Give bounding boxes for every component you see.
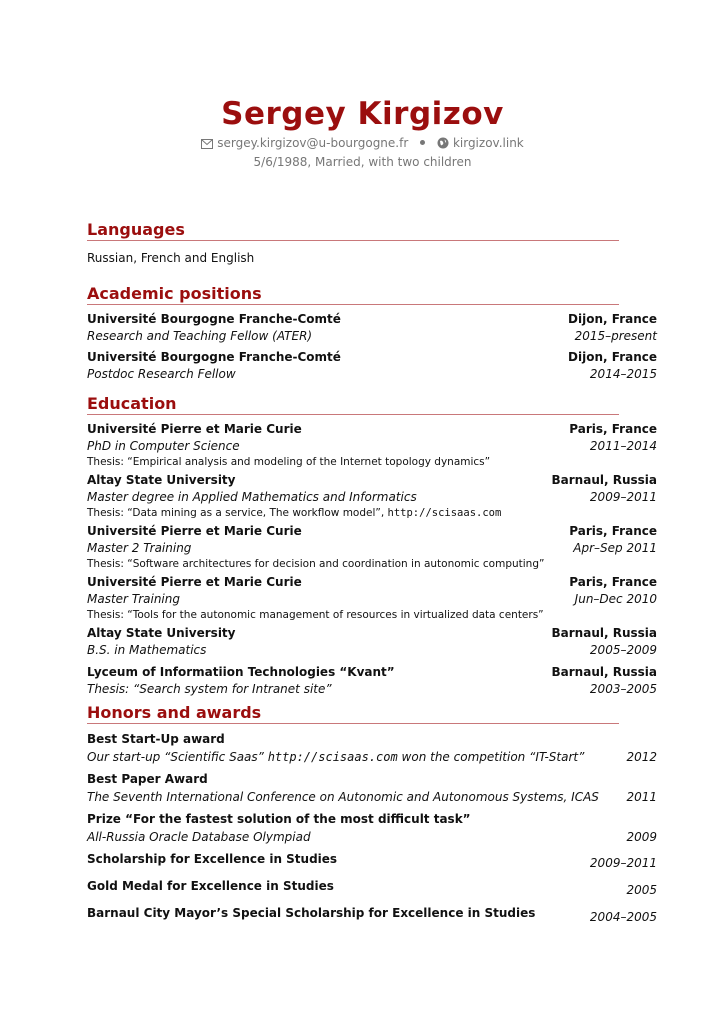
- education-entry: [87, 472, 657, 520]
- honors-list: [87, 730, 657, 926]
- thesis-text: Thesis: “Software architectures for decision and coordination in autonomic computing”: [87, 558, 545, 570]
- award-entry: [87, 730, 657, 766]
- award-year: 2009: [626, 830, 657, 844]
- award-title-row: [87, 904, 657, 926]
- institution: Université Pierre et Marie Curie: [87, 575, 302, 589]
- description-text: won the competition “IT-Start”: [397, 750, 585, 764]
- education-entry: [87, 574, 657, 622]
- award-description: [87, 748, 584, 766]
- description-text: Our start-up “Scientific Saas”: [87, 750, 268, 764]
- section-title: Honors and awards: [87, 703, 619, 724]
- award-name: Prize “For the fastest solution of the most difficult task”: [87, 812, 471, 826]
- website-link[interactable]: kirgizov.link: [452, 136, 524, 150]
- institution: Lyceum of Informatiion Technologies “Kvant”: [87, 665, 395, 679]
- honors-section: [87, 703, 657, 931]
- location: Barnaul, Russia: [551, 473, 657, 487]
- thesis-line: [87, 608, 657, 622]
- academic-list: [87, 311, 657, 383]
- award-year: 2012: [626, 750, 657, 764]
- award-entry: [87, 770, 657, 806]
- thesis-text: Thesis: “Data mining as a service, The workflow model”,: [87, 507, 388, 519]
- award-entry: [87, 810, 657, 846]
- award-entry: [87, 850, 657, 872]
- thesis-line: [87, 557, 657, 571]
- award-name: Gold Medal for Excellence in Studies: [87, 879, 334, 893]
- globe-icon: [437, 136, 449, 154]
- award-year: 2009–2011: [589, 856, 657, 870]
- degree: Thesis: “Search system for Intranet site”: [87, 682, 332, 696]
- separator-dot: [420, 140, 425, 145]
- institution: Altay State University: [87, 473, 236, 487]
- entry-detail-row: [87, 489, 657, 506]
- location: Paris, France: [569, 422, 657, 436]
- entry-header-row: [87, 421, 657, 438]
- dates: 2011–2014: [589, 439, 657, 453]
- dates: Apr–Sep 2011: [573, 541, 657, 555]
- dates: 2003–2005: [589, 682, 657, 696]
- thesis-line: [87, 506, 657, 520]
- description-link[interactable]: http://scisaas.com: [267, 750, 398, 764]
- award-year: 2011: [626, 790, 657, 804]
- dates: 2015–present: [574, 329, 657, 343]
- award-detail-row: [87, 748, 657, 766]
- academic-section: [87, 284, 657, 387]
- dates: Jun–Dec 2010: [574, 592, 657, 606]
- award-description: [87, 788, 599, 806]
- thesis-text: Thesis: “Empirical analysis and modeling of the Internet topology dynamics”: [87, 456, 491, 468]
- location: Barnaul, Russia: [551, 665, 657, 679]
- location: Paris, France: [569, 524, 657, 538]
- academic-entry: [87, 311, 657, 345]
- award-title-row: [87, 810, 657, 828]
- entry-header-row: [87, 523, 657, 540]
- envelope-icon: [201, 136, 213, 154]
- languages-section: [87, 220, 657, 267]
- entry-detail-row: [87, 591, 657, 608]
- degree: PhD in Computer Science: [87, 439, 240, 453]
- institution: Université Pierre et Marie Curie: [87, 422, 302, 436]
- award-title-row: [87, 877, 657, 899]
- person-name: Sergey Kirgizov: [221, 96, 504, 132]
- dates: 2005–2009: [589, 643, 657, 657]
- description-text: The Seventh International Conference on Autonomic and Autonomous Systems, ICAS: [87, 790, 599, 804]
- education-section: [87, 394, 657, 703]
- description-text: All-Russia Oracle Database Olympiad: [87, 830, 311, 844]
- award-title-row: [87, 770, 657, 788]
- education-entry: [87, 664, 657, 698]
- institution: Altay State University: [87, 626, 236, 640]
- academic-entry: [87, 349, 657, 383]
- entry-header-row: [87, 349, 657, 366]
- degree: Master 2 Training: [87, 541, 192, 555]
- award-year: 2004–2005: [589, 910, 657, 924]
- section-title: Education: [87, 394, 619, 415]
- degree: Master degree in Applied Mathematics and Informatics: [87, 490, 417, 504]
- email-link[interactable]: sergey.kirgizov@u-bourgogne.fr: [217, 136, 409, 150]
- location: Barnaul, Russia: [551, 626, 657, 640]
- education-entry: [87, 625, 657, 659]
- award-entry: [87, 877, 657, 899]
- entry-detail-row: [87, 328, 657, 345]
- role: Postdoc Research Fellow: [87, 367, 236, 381]
- entry-detail-row: [87, 681, 657, 698]
- award-year: 2005: [626, 883, 657, 897]
- award-title-row: [87, 730, 657, 748]
- entry-detail-row: [87, 438, 657, 455]
- thesis-text: Thesis: “Tools for the autonomic management of resources in virtualized data centers”: [87, 609, 544, 621]
- award-name: Best Paper Award: [87, 772, 208, 786]
- contact-line: [0, 134, 725, 154]
- entry-header-row: [87, 574, 657, 591]
- entry-header-row: [87, 664, 657, 681]
- languages-text: Russian, French and English: [87, 251, 255, 265]
- location: Dijon, France: [568, 350, 657, 364]
- award-description: [87, 828, 311, 846]
- role: Research and Teaching Fellow (ATER): [87, 329, 313, 343]
- entry-header-row: [87, 311, 657, 328]
- education-entry: [87, 523, 657, 571]
- entry-header-row: [87, 625, 657, 642]
- cv-header: [0, 95, 725, 171]
- entry-detail-row: [87, 642, 657, 659]
- institution: Université Bourgogne Franche-Comté: [87, 312, 341, 326]
- thesis-link[interactable]: http://scisaas.com: [387, 507, 502, 519]
- degree: Master Training: [87, 592, 180, 606]
- award-name: Barnaul City Mayor’s Special Scholarship for Excellence in Studies: [87, 906, 536, 920]
- entry-detail-row: [87, 540, 657, 557]
- section-title: Languages: [87, 220, 619, 241]
- location: Paris, France: [569, 575, 657, 589]
- institution: Université Bourgogne Franche-Comté: [87, 350, 341, 364]
- award-name: Scholarship for Excellence in Studies: [87, 852, 338, 866]
- dates: 2009–2011: [589, 490, 657, 504]
- award-detail-row: [87, 828, 657, 846]
- section-title: Academic positions: [87, 284, 619, 305]
- education-entry: [87, 421, 657, 469]
- thesis-line: [87, 455, 657, 469]
- award-name: Best Start-Up award: [87, 732, 225, 746]
- entry-detail-row: [87, 366, 657, 383]
- degree: B.S. in Mathematics: [87, 643, 207, 657]
- award-detail-row: [87, 788, 657, 806]
- award-entry: [87, 904, 657, 926]
- institution: Université Pierre et Marie Curie: [87, 524, 302, 538]
- location: Dijon, France: [568, 312, 657, 326]
- entry-header-row: [87, 472, 657, 489]
- personal-info: 5/6/1988, Married, with two children: [253, 155, 472, 169]
- award-title-row: [87, 850, 657, 872]
- education-list: [87, 421, 657, 698]
- dates: 2014–2015: [589, 367, 657, 381]
